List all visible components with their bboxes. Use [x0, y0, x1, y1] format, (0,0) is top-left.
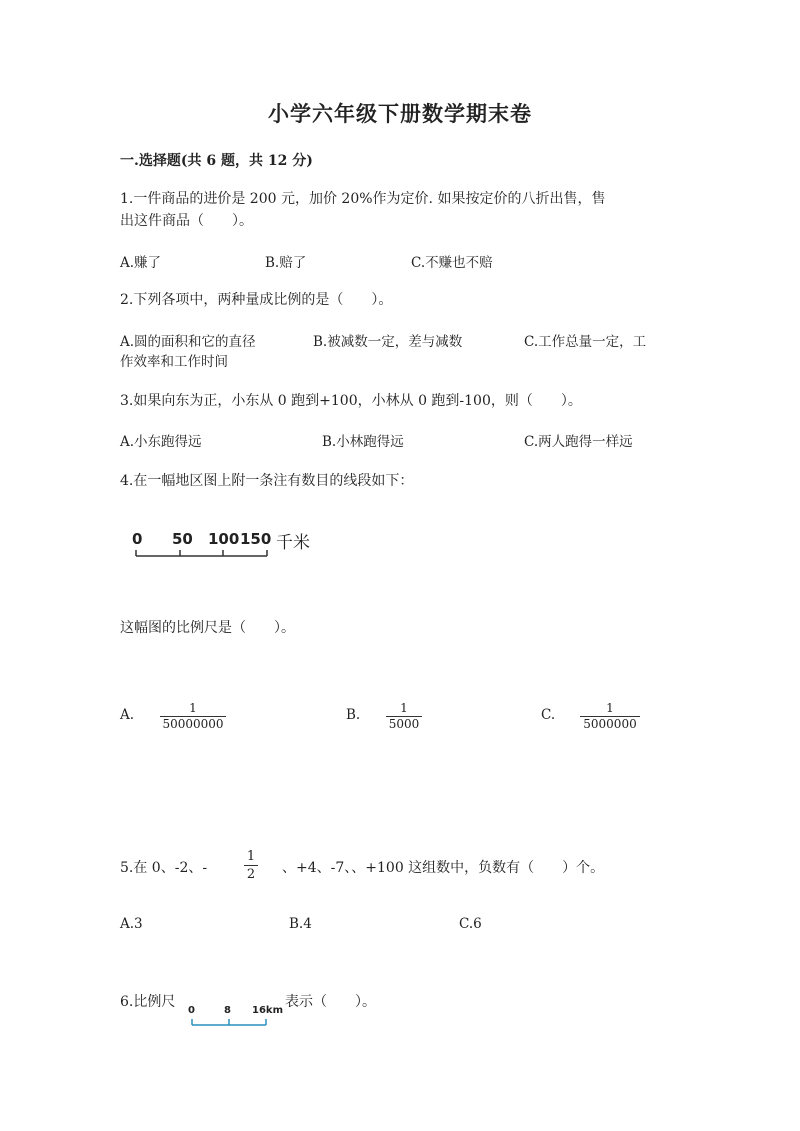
q1-option-b: B.赔了 — [265, 255, 307, 271]
q2-option-c-line-2: 作效率和工作时间 — [120, 354, 228, 370]
fraction-numerator: 1 — [400, 701, 408, 715]
q2-option-b: B.被减数一定，差与减数 — [313, 334, 463, 350]
q6-scale-label-0: 0 — [188, 1005, 195, 1016]
section-heading: 一.选择题(共 6 题，共 12 分) — [120, 153, 313, 169]
q6-scale-label-8: 8 — [224, 1005, 231, 1016]
fraction-denominator: 50000000 — [162, 717, 224, 731]
question-3-text: 3.如果向东为正，小东从 0 跑到+100，小林从 0 跑到-100，则（ ）。 — [120, 393, 582, 409]
question-1-line-2: 出这件商品（ ）。 — [120, 213, 253, 229]
q4-option-a-fraction — [160, 701, 226, 732]
q5-option-c: C.6 — [459, 916, 482, 932]
q6-scale-label-16km: 16km — [252, 1005, 283, 1016]
q4-option-c-label: C. — [541, 707, 556, 723]
fraction-denominator: 2 — [246, 867, 256, 882]
q1-option-a: A.赚了 — [120, 255, 162, 271]
q3-option-b: B.小林跑得远 — [322, 434, 404, 450]
q2-option-c-line-1: C.工作总量一定，工 — [524, 334, 647, 350]
question-5-prefix: 5.在 0、-2、- — [120, 860, 208, 876]
q1-option-c: C.不赚也不赔 — [411, 255, 493, 271]
scale-unit: 千米 — [276, 533, 310, 553]
q6-scale-image — [186, 1003, 286, 1027]
fraction-numerator: 1 — [606, 701, 614, 715]
map-scale-bar — [128, 528, 328, 560]
q6-scale-line — [186, 1015, 276, 1027]
q3-option-a: A.小东跑得远 — [120, 434, 202, 450]
scale-tick-label-0: 0 — [132, 530, 143, 548]
scale-tick-label-50: 50 — [172, 530, 193, 548]
q2-option-a: A.圆的面积和它的直径 — [120, 334, 256, 350]
q4-option-b-fraction — [386, 701, 422, 732]
question-2-text: 2.下列各项中，两种量成比例的是（ ）。 — [120, 292, 393, 308]
q5-fraction — [244, 848, 258, 883]
question-5-suffix: 、+4、-7、、+100 这组数中，负数有（ ）个。 — [282, 860, 605, 876]
q4-option-c-fraction — [580, 701, 640, 732]
q4-option-a-label: A. — [120, 707, 135, 723]
fraction-numerator: 1 — [189, 701, 197, 715]
question-4-text: 4.在一幅地区图上附一条注有数目的线段如下： — [120, 473, 414, 489]
fraction-denominator: 5000 — [388, 717, 420, 731]
page-title: 小学六年级下册数学期末卷 — [268, 101, 532, 126]
scale-tick-label-100: 100 — [208, 530, 240, 548]
question-6-suffix: 表示（ ）。 — [285, 994, 376, 1010]
q5-option-a: A.3 — [120, 916, 143, 932]
fraction-numerator: 1 — [246, 849, 256, 864]
scale-tick-label-150: 150 — [240, 530, 272, 548]
scale-line — [128, 546, 278, 560]
q5-option-b: B.4 — [289, 916, 312, 932]
question-1-line-1: 1.一件商品的进价是 200 元，加价 20%作为定价. 如果按定价的八折出售，售 — [120, 191, 606, 207]
question-4-subquestion: 这幅图的比例尺是（ ）。 — [120, 620, 295, 636]
fraction-denominator: 5000000 — [583, 717, 637, 731]
q3-option-c: C.两人跑得一样远 — [524, 434, 633, 450]
q4-option-b-label: B. — [346, 707, 361, 723]
question-6-prefix: 6.比例尺 — [120, 994, 176, 1010]
